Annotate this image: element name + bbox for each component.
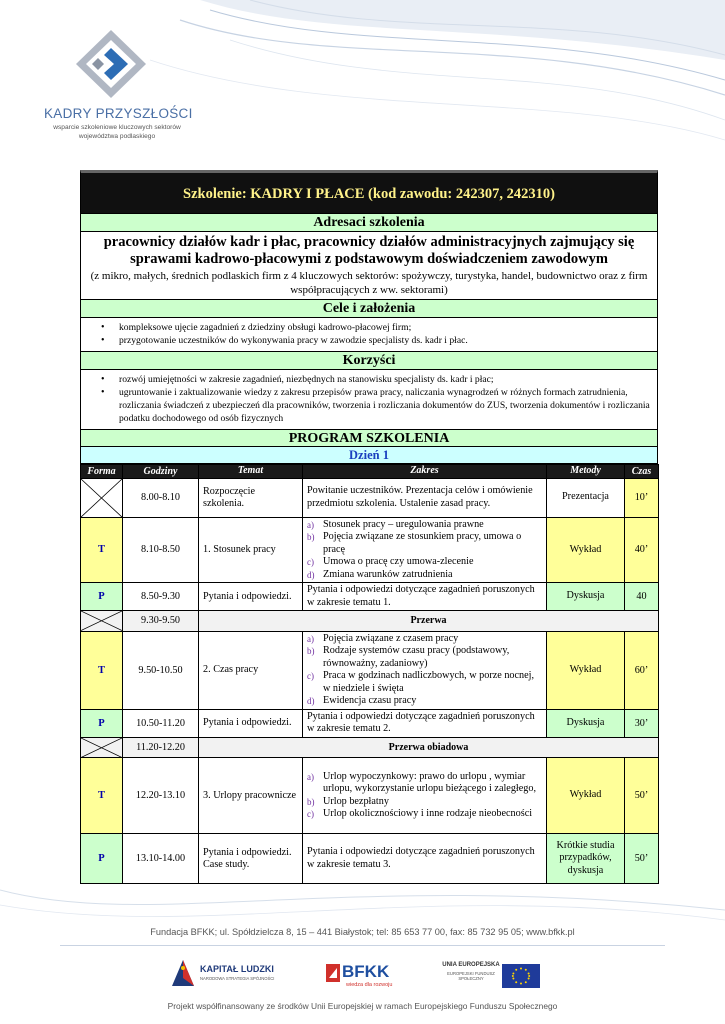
row-hours: 12.20-13.10 [123,758,199,834]
row-time: 40’ [625,517,659,583]
row-time: 50’ [625,758,659,834]
adresaci-main: pracownicy działów kadr i płac, pracownicy działów administracyjnych zajmujący się sprawami kadrowo-płacowymi z podstawowym doświadczeniem zawodowym [103,234,635,267]
scope-item: b) Urlop bezpłatny [307,795,389,807]
row-time: 60’ [625,631,659,709]
korzysci-item: • ugruntowanie i zaktualizowanie wiedzy z zakresu przepisów prawa pracy, naliczania wynagrodzeń w różnych formach zatrudnienia, rozliczania świadczeń z ubezpieczeń dla pracowników, tworzenia i rozliczania dokumentów do ZUS, tworzenia dokumentów i rozliczania podatku dochodowego od osób fizycznych [101,386,653,425]
korzysci-item: • rozwój umiejętności w zakresie zagadnień, niezbędnych na stanowisku specjalisty ds. kadr i płac; [101,373,653,386]
logo-diamond-icon [72,28,150,100]
row-scope: Powitanie uczestników. Prezentacja celów i omówienie przedmiotu szkolenia. Ustalenie zasad pracy. [303,478,547,517]
row-scope [303,631,547,709]
row-hours: 10.50-11.20 [123,709,199,737]
scope-item: a) Stosunek pracy – uregulowania prawne [307,518,484,530]
row-method: Wykład [547,517,625,583]
schedule-header-row [81,465,659,479]
scope-item: b) Pojęcia związane ze stosunkiem pracy, umowa o pracę [307,531,522,555]
scope-item: c) Urlop okolicznościowy i inne rodzaje nieobecności [307,808,533,820]
row-scope [303,517,547,583]
break-label: Przerwa [199,611,659,632]
kapital-ludzki-icon [170,958,196,988]
logo-title: KADRY PRZYSZŁOŚCI [44,106,193,121]
bfkk-icon [326,964,340,982]
eu-logo: UNIA EUROPEJSKA EUROPEJSKI FUNDUSZ SPOŁECZNY [440,962,550,994]
footer-project-note: Projekt współfinansowany ze środków Unii Europejskiej w ramach Europejskiego Funduszu Społecznego [167,1001,558,1011]
col-header-zakres: Zakres [303,465,547,479]
row-form: P [81,709,123,737]
row-form: T [81,631,123,709]
table-row [81,478,659,517]
table-row [81,583,659,611]
row-method: Prezentacja [547,478,625,517]
day-heading: Dzień 1 [80,447,658,464]
row-form: P [81,834,123,884]
row-hours: 9.30-9.50 [123,611,199,632]
col-header-temat: Temat [199,465,303,479]
row-hours: 8.50-9.30 [123,583,199,611]
row-hours: 8.00-8.10 [123,478,199,517]
footer-address: Fundacja BFKK; ul. Spółdzielcza 8, 15 – 441 Białystok; tel: 85 653 77 00, fax: 85 732 95 05; www.bfkk.pl [150,927,575,937]
crossed-cell [81,737,123,758]
break-row [81,611,659,632]
scope-item: a) Pojęcia związane z czasem pracy [307,632,459,644]
row-scope: Pytania i odpowiedzi dotyczące zagadnień poruszonych w zakresie tematu 3. [303,834,547,884]
row-time: 40 [625,583,659,611]
col-header-godziny: Godziny [123,465,199,479]
table-row [81,517,659,583]
row-topic: 3. Urlopy pracownicze [199,758,303,834]
schedule-table [80,464,659,884]
footer-divider [60,945,665,946]
row-scope [303,758,547,834]
adresaci-section [80,232,658,300]
table-row [81,834,659,884]
row-method: Krótkie studia przypadków, dyskusja [547,834,625,884]
scope-item: d) Ewidencja czasu pracy [307,695,417,707]
break-label: Przerwa obiadowa [199,737,659,758]
korzysci-heading: Korzyści [80,352,658,370]
program-heading: PROGRAM SZKOLENIA [80,430,658,447]
row-time: 50’ [625,834,659,884]
row-method: Wykład [547,758,625,834]
cele-item: • przygotowanie uczestników do wykonywania pracy w zawodzie specjalisty ds. kadr i płac. [101,334,653,347]
break-row [81,737,659,758]
row-topic: Pytania i odpowiedzi. [199,709,303,737]
logo-subtitle: wsparcie szkoleniowe kluczowych sektorów województwa podlaskiego [53,124,181,140]
scope-item: c) Umowa o pracę czy umowa-zlecenie [307,556,474,568]
kapital-ludzki-logo: KAPITAŁ LUDZKI NARODOWA STRATEGIA SPÓJNOŚCI [170,958,290,994]
footer-logos [0,958,725,998]
row-topic: 2. Czas pracy [199,631,303,709]
scope-item: a) Urlop wypoczynkowy: prawo do urlopu , wymiar urlopu, wykorzystanie urlopu bieżącego i zaległego, [307,770,537,795]
row-method: Dyskusja [547,583,625,611]
row-time: 10’ [625,478,659,517]
row-method: Dyskusja [547,709,625,737]
adresaci-heading: Adresaci szkolenia [80,214,658,232]
crossed-cell [81,611,123,632]
col-header-forma: Forma [81,465,123,479]
cele-item: • kompleksowe ujęcie zagadnień z dziedziny obsługi kadrowo-płacowej firm; [101,321,653,334]
row-topic: Pytania i odpowiedzi. Case study. [199,834,303,884]
row-topic: Pytania i odpowiedzi. [199,583,303,611]
row-scope: Pytania i odpowiedzi dotyczące zagadnień poruszonych w zakresie tematu 2. [303,709,547,737]
row-hours: 13.10-14.00 [123,834,199,884]
adresaci-note: (z mikro, małych, średnich podlaskich firm z 4 kluczowych sektorów: spożywczy, turystyka, handel, budownictwo oraz z firm współpracujących z ww. sektorami) [90,270,648,296]
scope-item: b) Rodzaje systemów czasu pracy (podstawowy, równoważny, zadaniowy) [307,645,510,669]
cele-heading: Cele i założenia [80,300,658,318]
scope-item: d) Zmiana warunków zatrudnienia [307,568,453,580]
row-topic: Rozpoczęcie szkolenia. [199,478,303,517]
row-topic: 1. Stosunek pracy [199,517,303,583]
training-title: Szkolenie: KADRY I PŁACE (kod zawodu: 242307, 242310) [80,170,658,214]
row-hours: 11.20-12.20 [123,737,199,758]
row-form: P [81,583,123,611]
cele-section [80,318,658,352]
col-header-metody: Metody [547,465,625,479]
row-hours: 9.50-10.50 [123,631,199,709]
table-row [81,631,659,709]
crossed-cell [81,478,123,517]
eu-flag-icon [502,964,540,988]
row-hours: 8.10-8.50 [123,517,199,583]
row-scope: Pytania i odpowiedzi dotyczące zagadnień poruszonych w zakresie tematu 1. [303,583,547,611]
kadry-przyszlosci-logo [40,28,193,148]
col-header-czas: Czas [625,465,659,479]
bfkk-logo: BFKK wiedza dla rozwoju [326,962,406,994]
korzysci-section [80,370,658,430]
scope-item: c) Praca w godzinach nadliczbowych, w porze nocnej, w niedziele i święta [307,670,535,694]
table-row [81,709,659,737]
row-time: 30’ [625,709,659,737]
row-form: T [81,517,123,583]
table-row [81,758,659,834]
row-method: Wykład [547,631,625,709]
training-document [80,170,658,884]
row-form: T [81,758,123,834]
